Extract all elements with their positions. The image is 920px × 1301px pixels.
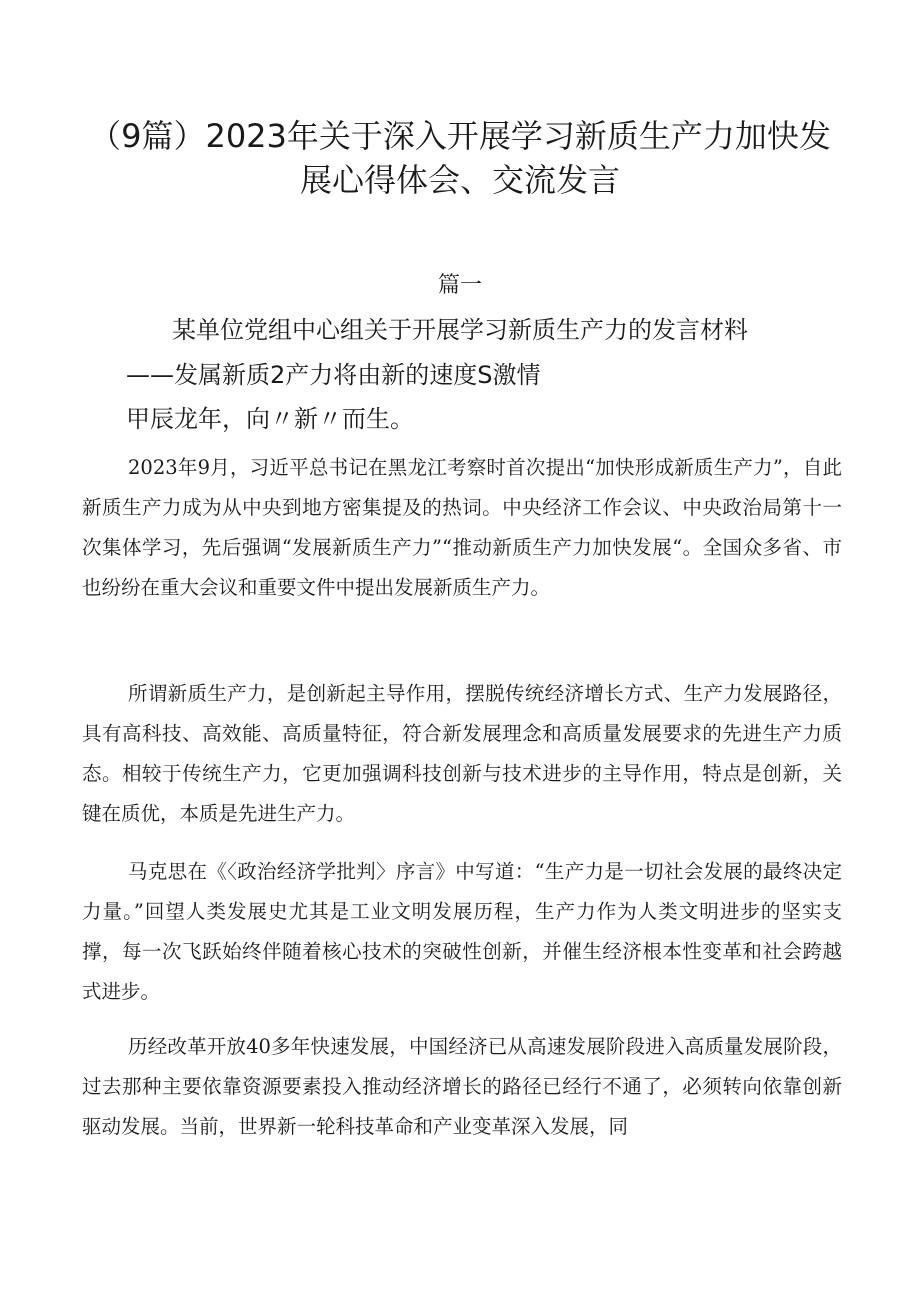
body-paragraph-1: 2023年9月，习近平总书记在黑龙江考察时首次提出“加快形成新质生产力”，自此新质生产力成为从中央到地方密集提及的热词。中央经济工作会议、中央政治局第十一次集体学习，先后强调“发展新质生产力”“推动新质生产力加快发展“。全国众多省、市也纷纷在重大会议和重要文件中提出发展新质生产力。 [82, 456, 842, 599]
section-subtitle: 某单位党组中心组关于开展学习新质生产力的发言材料 [172, 316, 748, 344]
document-title-line-2: 展心得体会、交流发言 [299, 161, 620, 199]
document-title-line-1: （9篇）2023年关于深入开展学习新质生产力加快发 [89, 117, 831, 155]
opening-line: 甲辰龙年，向〃新〃而生。 [126, 405, 414, 433]
section-subtitle-secondary: ——发属新质2产力将由新的速度S激情 [126, 361, 541, 389]
section-label: 篇一 [437, 273, 482, 298]
body-paragraph-3: 马克思在《〈政治经济学批判〉序言》中写道：“生产力是一切社会发展的最终决定力量。”回望人类发展史尤其是工业文明发展历程，生产力作为人类文明进步的坚实支撑，每一次飞跃始终伴随着核心技术的突破性创新，并催生经济根本性变革和社会跨越式进步。 [82, 860, 842, 1003]
body-paragraph-4: 历经改革开放40多年快速发展，中国经济已从高速发展阶段进入高质量发展阶段，过去那种主要依靠资源要素投入推动经济增长的路径已经行不通了，必须转向依靠创新驱动发展。当前，世界新一轮科技革命和产业变革深入发展，同 [82, 1035, 842, 1138]
body-paragraph-2: 所谓新质生产力，是创新起主导作用，摆脱传统经济增长方式、生产力发展路径，具有高科技、高效能、高质量特征，符合新发展理念和高质量发展要求的先进生产力质态。相较于传统生产力，它更加强调科技创新与技术进步的主导作用，特点是创新，关键在质优，本质是先进生产力。 [82, 682, 842, 825]
